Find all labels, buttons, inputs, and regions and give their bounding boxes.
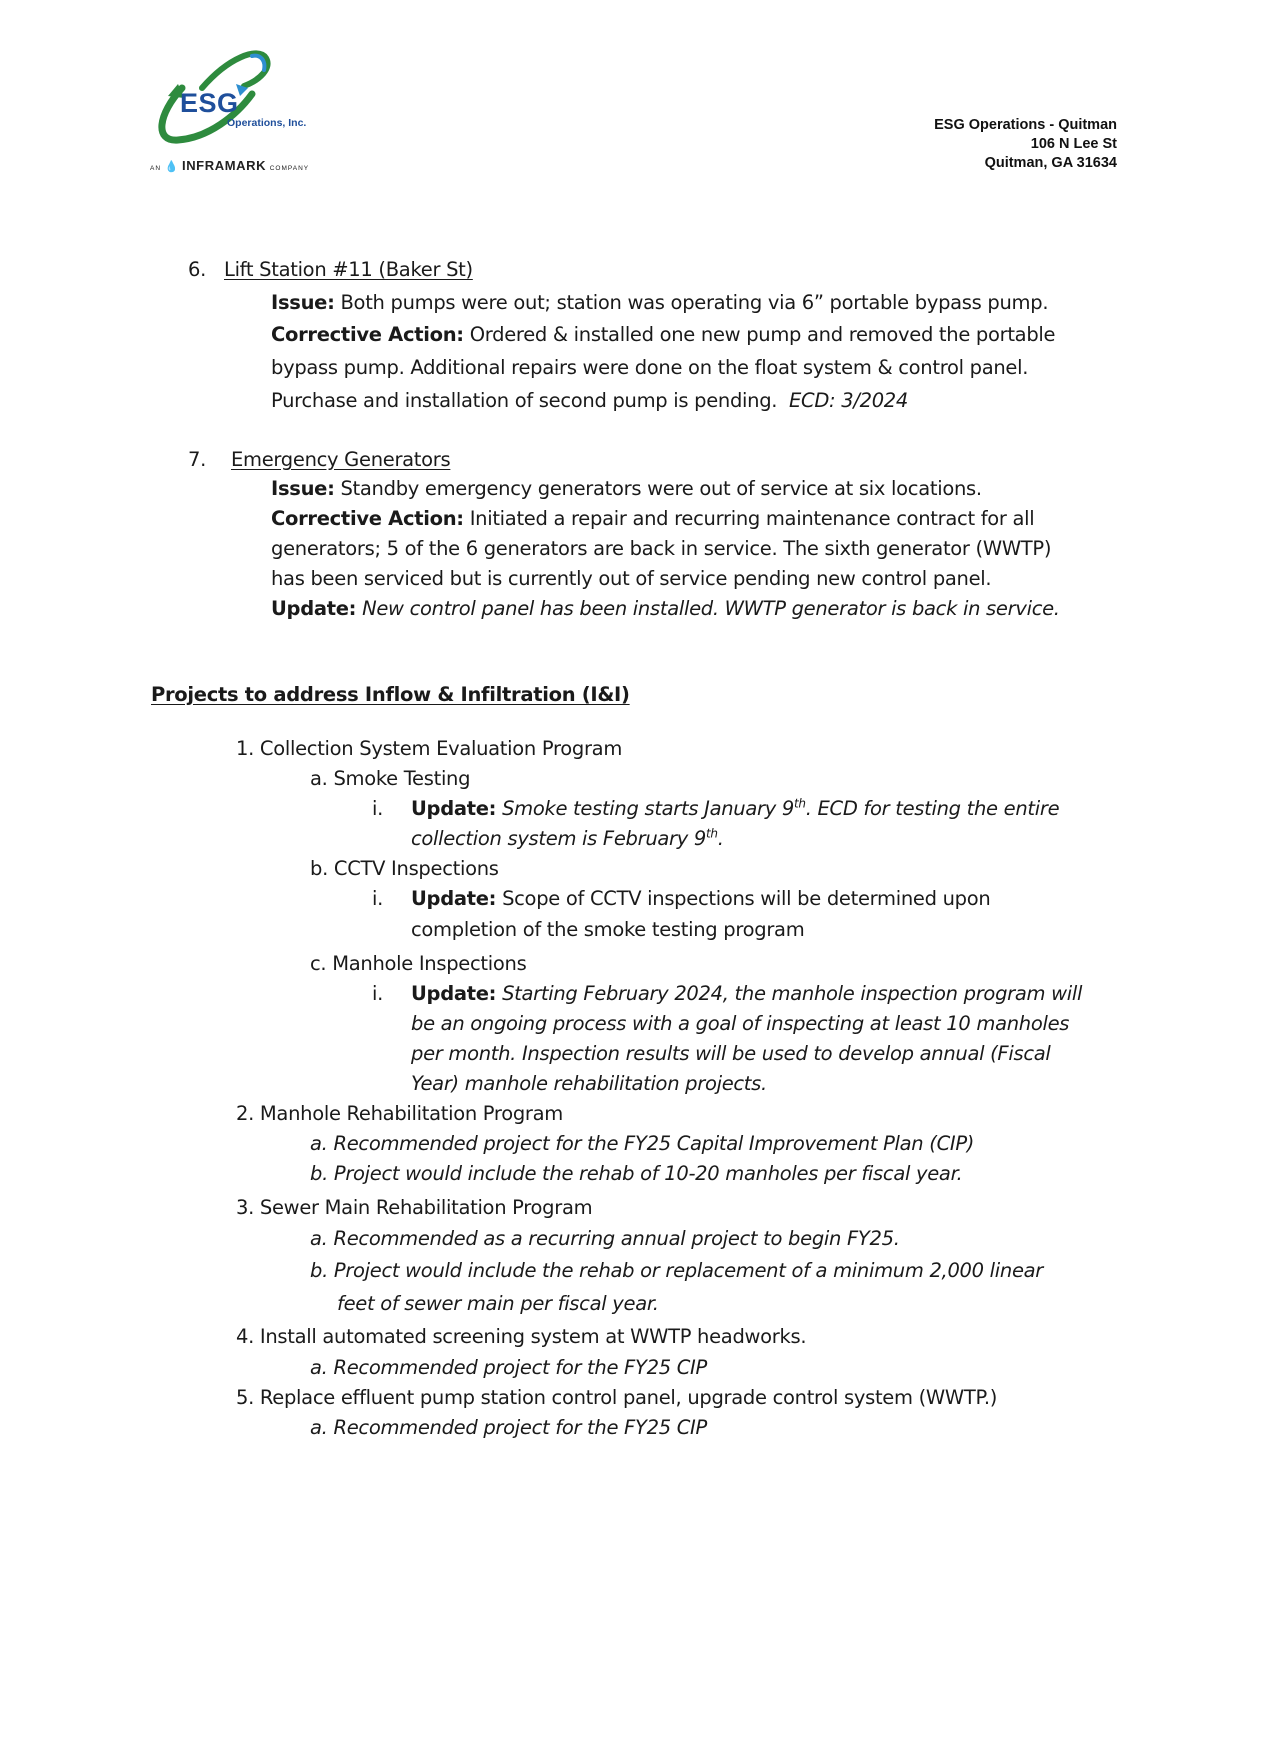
item-6-ca-line-2: bypass pump. Additional repairs were done on the float system & control panel.: [271, 356, 1029, 379]
update-text: Starting February 2024, the manhole inspection program will: [502, 982, 1083, 1005]
issue-label: Issue:: [271, 291, 335, 314]
address-line-2: 106 N Lee St: [1030, 136, 1117, 152]
item-7-ca-line-3: has been serviced but is currently out of service pending new control panel.: [271, 567, 992, 590]
project-1a-update-line-2: [411, 827, 724, 850]
project-1a: a. Smoke Testing: [310, 767, 471, 790]
project-1-title: 1. Collection System Evaluation Program: [236, 737, 623, 760]
project-1b-update: [411, 887, 990, 910]
company-address: [934, 116, 1117, 173]
update-label: Update:: [271, 597, 357, 620]
tagline-brand: INFRAMARK: [181, 158, 267, 173]
item-6-corrective-action: [271, 323, 1055, 346]
item-6-number: 6.: [188, 258, 207, 281]
project-1c: c. Manhole Inspections: [310, 952, 527, 975]
item-7-number: 7.: [188, 448, 207, 471]
project-1c-i-number: i.: [372, 982, 384, 1005]
update-text-part-1: Smoke testing starts January 9: [502, 797, 794, 820]
project-1c-update-line-4: Year) manhole rehabilitation projects.: [411, 1072, 767, 1095]
project-3b-line-2: feet of sewer main per fiscal year.: [337, 1292, 659, 1315]
project-5-title: 5. Replace effluent pump station control panel, upgrade control system (WWTP.): [236, 1386, 998, 1409]
issue-text: Standby emergency generators were out of service at six locations.: [340, 477, 982, 500]
update-text: New control panel has been installed. WWTP generator is back in service.: [362, 597, 1060, 620]
project-1a-i-number: i.: [372, 797, 384, 820]
projects-heading: Projects to address Inflow & Infiltration (I&I): [151, 683, 630, 706]
logo-brand-text: ESG: [180, 88, 239, 118]
issue-label: Issue:: [271, 477, 335, 500]
project-1c-update-line-3: per month. Inspection results will be used to develop annual (Fiscal: [411, 1042, 1051, 1065]
project-1b: b. CCTV Inspections: [310, 857, 499, 880]
project-1c-update: [411, 982, 1082, 1005]
item-7-corrective-action: [271, 507, 1034, 530]
item-7-update: [271, 597, 1060, 620]
update-label: Update:: [411, 797, 497, 820]
project-1a-update: [411, 797, 1059, 820]
ca-line-3-text: Purchase and installation of second pump is pending.: [271, 389, 778, 412]
project-3a: a. Recommended as a recurring annual project to begin FY25.: [310, 1227, 900, 1250]
tagline-suffix: COMPANY: [269, 165, 310, 172]
item-6-ca-line-3: [271, 389, 908, 412]
corrective-action-label: Corrective Action:: [271, 507, 464, 530]
logo-subtitle: Operations, Inc.: [227, 117, 307, 129]
corrective-action-label: Corrective Action:: [271, 323, 464, 346]
item-7-issue: [271, 477, 982, 500]
update-text-part-2: . ECD for testing the entire: [805, 797, 1060, 820]
project-5a: a. Recommended project for the FY25 CIP: [310, 1416, 707, 1439]
project-4a: a. Recommended project for the FY25 CIP: [310, 1356, 707, 1379]
project-1b-i-number: i.: [372, 887, 384, 910]
project-1b-update-line-2: completion of the smoke testing program: [411, 918, 805, 941]
superscript-th: th: [793, 796, 806, 811]
corrective-action-text: Ordered & installed one new pump and removed the portable: [469, 323, 1056, 346]
project-1c-update-line-2: be an ongoing process with a goal of inspecting at least 10 manholes: [411, 1012, 1070, 1035]
item-6-issue: [271, 291, 1048, 314]
logo-tagline: [150, 158, 309, 173]
item-7-ca-line-2: generators; 5 of the 6 generators are back in service. The sixth generator (WWTP): [271, 537, 1052, 560]
address-line-1: ESG Operations - Quitman: [934, 117, 1117, 133]
update-label: Update:: [411, 982, 497, 1005]
project-4-title: 4. Install automated screening system at WWTP headworks.: [236, 1325, 807, 1348]
corrective-action-text: Initiated a repair and recurring maintenance contract for all: [469, 507, 1035, 530]
superscript-th: th: [706, 826, 718, 841]
update-text: Scope of CCTV inspections will be determined upon: [502, 887, 991, 910]
tagline-prefix: AN: [150, 165, 162, 172]
address-line-3: Quitman, GA 31634: [984, 155, 1117, 171]
update-label: Update:: [411, 887, 497, 910]
item-7-title: Emergency Generators: [231, 448, 451, 471]
item-6-title: Lift Station #11 (Baker St): [224, 258, 473, 281]
project-3b: b. Project would include the rehab or replacement of a minimum 2,000 linear: [310, 1259, 1044, 1282]
water-drop-icon: 💧: [164, 161, 179, 173]
issue-text: Both pumps were out; station was operating via 6” portable bypass pump.: [340, 291, 1049, 314]
esg-logo: [148, 44, 348, 176]
ecd-text: ECD: 3/2024: [789, 389, 909, 412]
project-2b: b. Project would include the rehab of 10-20 manholes per fiscal year.: [310, 1162, 963, 1185]
project-2-title: 2. Manhole Rehabilitation Program: [236, 1102, 563, 1125]
update-text-end: .: [717, 827, 724, 850]
project-2a: a. Recommended project for the FY25 Capital Improvement Plan (CIP): [310, 1132, 975, 1155]
logo-swoosh-icon: [148, 44, 348, 176]
update-text-line-2: collection system is February 9: [411, 827, 707, 850]
project-3-title: 3. Sewer Main Rehabilitation Program: [236, 1196, 593, 1219]
